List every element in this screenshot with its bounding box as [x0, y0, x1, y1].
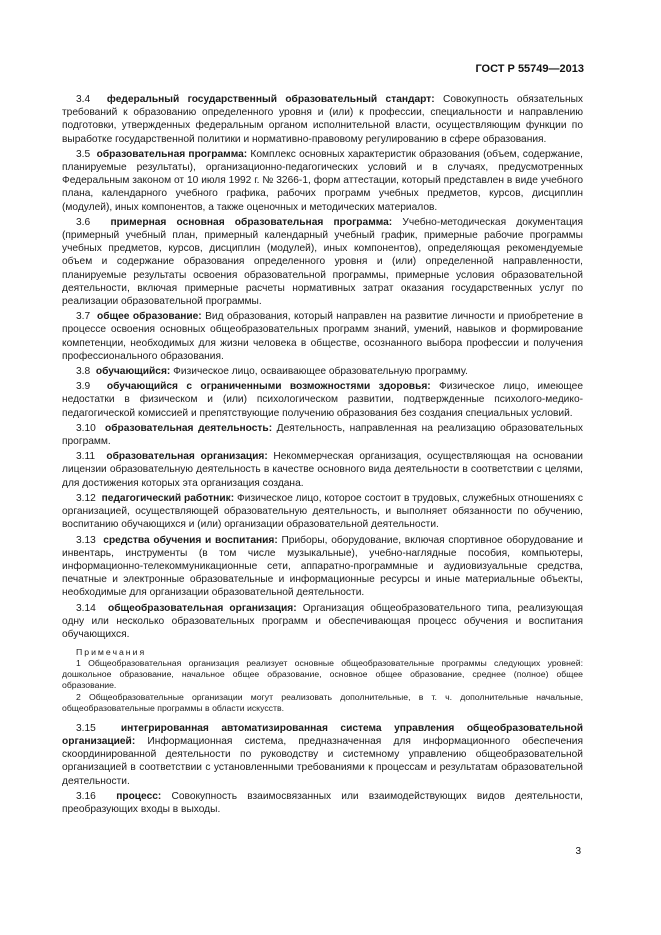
entry-text: Совокупность обязательных требований к образованию определенного уровня и (или) к профессии, специальности и направлению подготовки, утвержденных федеральным органом исполнительной власти, осуществляющим функции по выработке государственной политики и нормативно-правовому регулированию в сфере образования.: [62, 94, 583, 145]
entry-term: образовательная программа:: [96, 148, 248, 160]
entry-text: Некоммерческая организация, осуществляющая на основании лицензии образовательную деятельность в качестве основного вида деятельности в соответствии с целями, для достижения которых эта организация создана.: [62, 451, 583, 489]
entry-number: 3.13: [76, 534, 96, 546]
entry-number: 3.8: [76, 366, 91, 378]
entry-text: Приборы, оборудование, включая спортивное оборудование и инвентарь, инструменты (в том числе музыкальные), учебно-наглядные пособия, компьютеры, информационно-телекоммуникационные сети, аппаратно-программные и аудиовизуальные средства, печатные и электронные образовательные и информационные ресурсы и иные материальные объекты, необходимые для организации образовательной деятельности.: [62, 534, 583, 599]
entry-term: образовательная организация:: [106, 451, 268, 463]
standard-code: ГОСТ Р 55749—2013: [475, 63, 584, 75]
entry-text: Информационная система, предназначенная для информационного обеспечения скоординированной деятельности по руководству и системному управлению общеобразовательной организацией в соответствии с установленными требованиями к процессам и результатам образовательной деятельности.: [62, 735, 583, 787]
entry-text: Комплекс основных характеристик образования (объем, содержание, планируемые результаты), организационно-педагогических условий и в случаях, предусмотренных Федеральным законом от 10 июля 1992 г. № 3266-1, форм аттестации, который представлен в виде учебного плана, календарного учебного графика, рабочих программ учебных предметов, курсов, дисциплин (модулей), иных компонентов, а также оценочных и методических материалов.: [62, 148, 583, 213]
entry-term: примерная основная образовательная программа:: [110, 216, 393, 228]
notes-heading: Примечания: [76, 647, 147, 658]
entry-text: Деятельность, направленная на реализацию образовательных программ.: [62, 422, 583, 448]
note-item: 2 Общеобразовательные организации могут реализовать дополнительные, в т. ч. дополнительные начальные, общеобразовательные программы в области искусств.: [62, 691, 583, 713]
definition-entry: [62, 450, 583, 490]
entry-term: обучающийся с ограниченными возможностями здоровья:: [106, 381, 431, 393]
definition-entry: [62, 602, 583, 642]
entry-term: обучающийся:: [95, 366, 171, 378]
entry-text: Учебно-методическая документация (примерный учебный план, примерный календарный учебный график, примерные рабочие программы учебных предметов, курсов, дисциплин (модулей), иных компонентов), определяющая рекомендуемые объем и содержание образования определенного уровня и (или) определенной направленности, планируемые результаты освоения образовательной программы, примерные условия образовательной деятельности, включая примерные расчеты нормативных затрат оказания государственных услуг по реализации образовательной программы.: [62, 216, 583, 308]
definition-entry: [62, 148, 583, 214]
entry-term: средства обучения и воспитания:: [103, 534, 278, 546]
entry-text: Вид образования, который направлен на развитие личности и приобретение в процессе освоения основных общеобразовательных программ знаний, умений, навыков и формирование компетенции, необходимых для жизни человека в обществе, осознанного выбора профессии и получения профессионального образования.: [62, 311, 584, 362]
definitions-list: [62, 93, 583, 641]
entry-term: общеобразовательная организация:: [108, 602, 297, 614]
entry-term: общее образование:: [97, 311, 202, 323]
notes-block: [62, 647, 583, 714]
entry-number: 3.14: [76, 602, 96, 614]
definition-entry: [62, 534, 583, 600]
definition-entry: [62, 722, 583, 788]
entry-number: 3.9: [76, 381, 91, 393]
entry-number: 3.16: [76, 790, 96, 802]
entry-number: 3.6: [76, 216, 91, 228]
definition-entry: [62, 93, 583, 146]
entry-text: Совокупность взаимосвязанных или взаимодействующих видов деятельности, преобразующих входы в выходы.: [62, 790, 583, 815]
definition-entry: [62, 310, 583, 363]
entry-text: Физическое лицо, имеющее недостатки в физическом и (или) психологическом развитии, подтвержденные психолого-медико-педагогической комиссией и препятствующие получению образования без создания специальных условий.: [62, 381, 583, 419]
entry-number: 3.4: [76, 94, 91, 105]
entry-term: интегрированная автоматизированная система управления общеобразовательной организацией:: [62, 722, 583, 747]
definitions-list-continued: [62, 722, 583, 816]
note-item: 1 Общеобразовательная организация реализует основные общеобразовательные программы следующих уровней: дошкольное образование, начальное общее образование, основное общее образование, среднее (полное) общее образование.: [62, 658, 583, 691]
entry-text: Физическое лицо, осваивающее образовательную программу.: [173, 366, 468, 378]
definition-entry: [62, 492, 583, 532]
entry-text: Физическое лицо, которое состоит в трудовых, служебных отношениях с организацией, осуществляющей образовательную деятельность, и выполняет обязанности по обучению, воспитанию обучающихся и (или) организации образовательной деятельности.: [62, 492, 583, 531]
entry-term: образовательная деятельность:: [104, 422, 273, 434]
entry-number: 3.15: [76, 722, 96, 734]
entry-number: 3.7: [76, 311, 91, 323]
definition-entry: [62, 216, 583, 308]
entry-term: педагогический работник:: [101, 492, 235, 504]
definition-entry: [62, 790, 583, 816]
entry-number: 3.12: [76, 492, 96, 504]
page-number: 3: [575, 846, 581, 857]
definition-entry: [62, 365, 583, 378]
entry-number: 3.10: [76, 422, 96, 434]
definition-entry: [62, 422, 583, 448]
definition-entry: [62, 380, 583, 420]
entry-number: 3.11: [76, 451, 96, 463]
document-body: [62, 93, 583, 818]
entry-number: 3.5: [76, 148, 91, 160]
entry-text: Организация общеобразовательного типа, реализующая одну или несколько образовательных программ и обеспечивающая процесс обучения и воспитания обучающихся.: [62, 602, 583, 640]
entry-term: процесс:: [116, 790, 162, 802]
entry-term: федеральный государственный образовательный стандарт:: [106, 94, 435, 105]
